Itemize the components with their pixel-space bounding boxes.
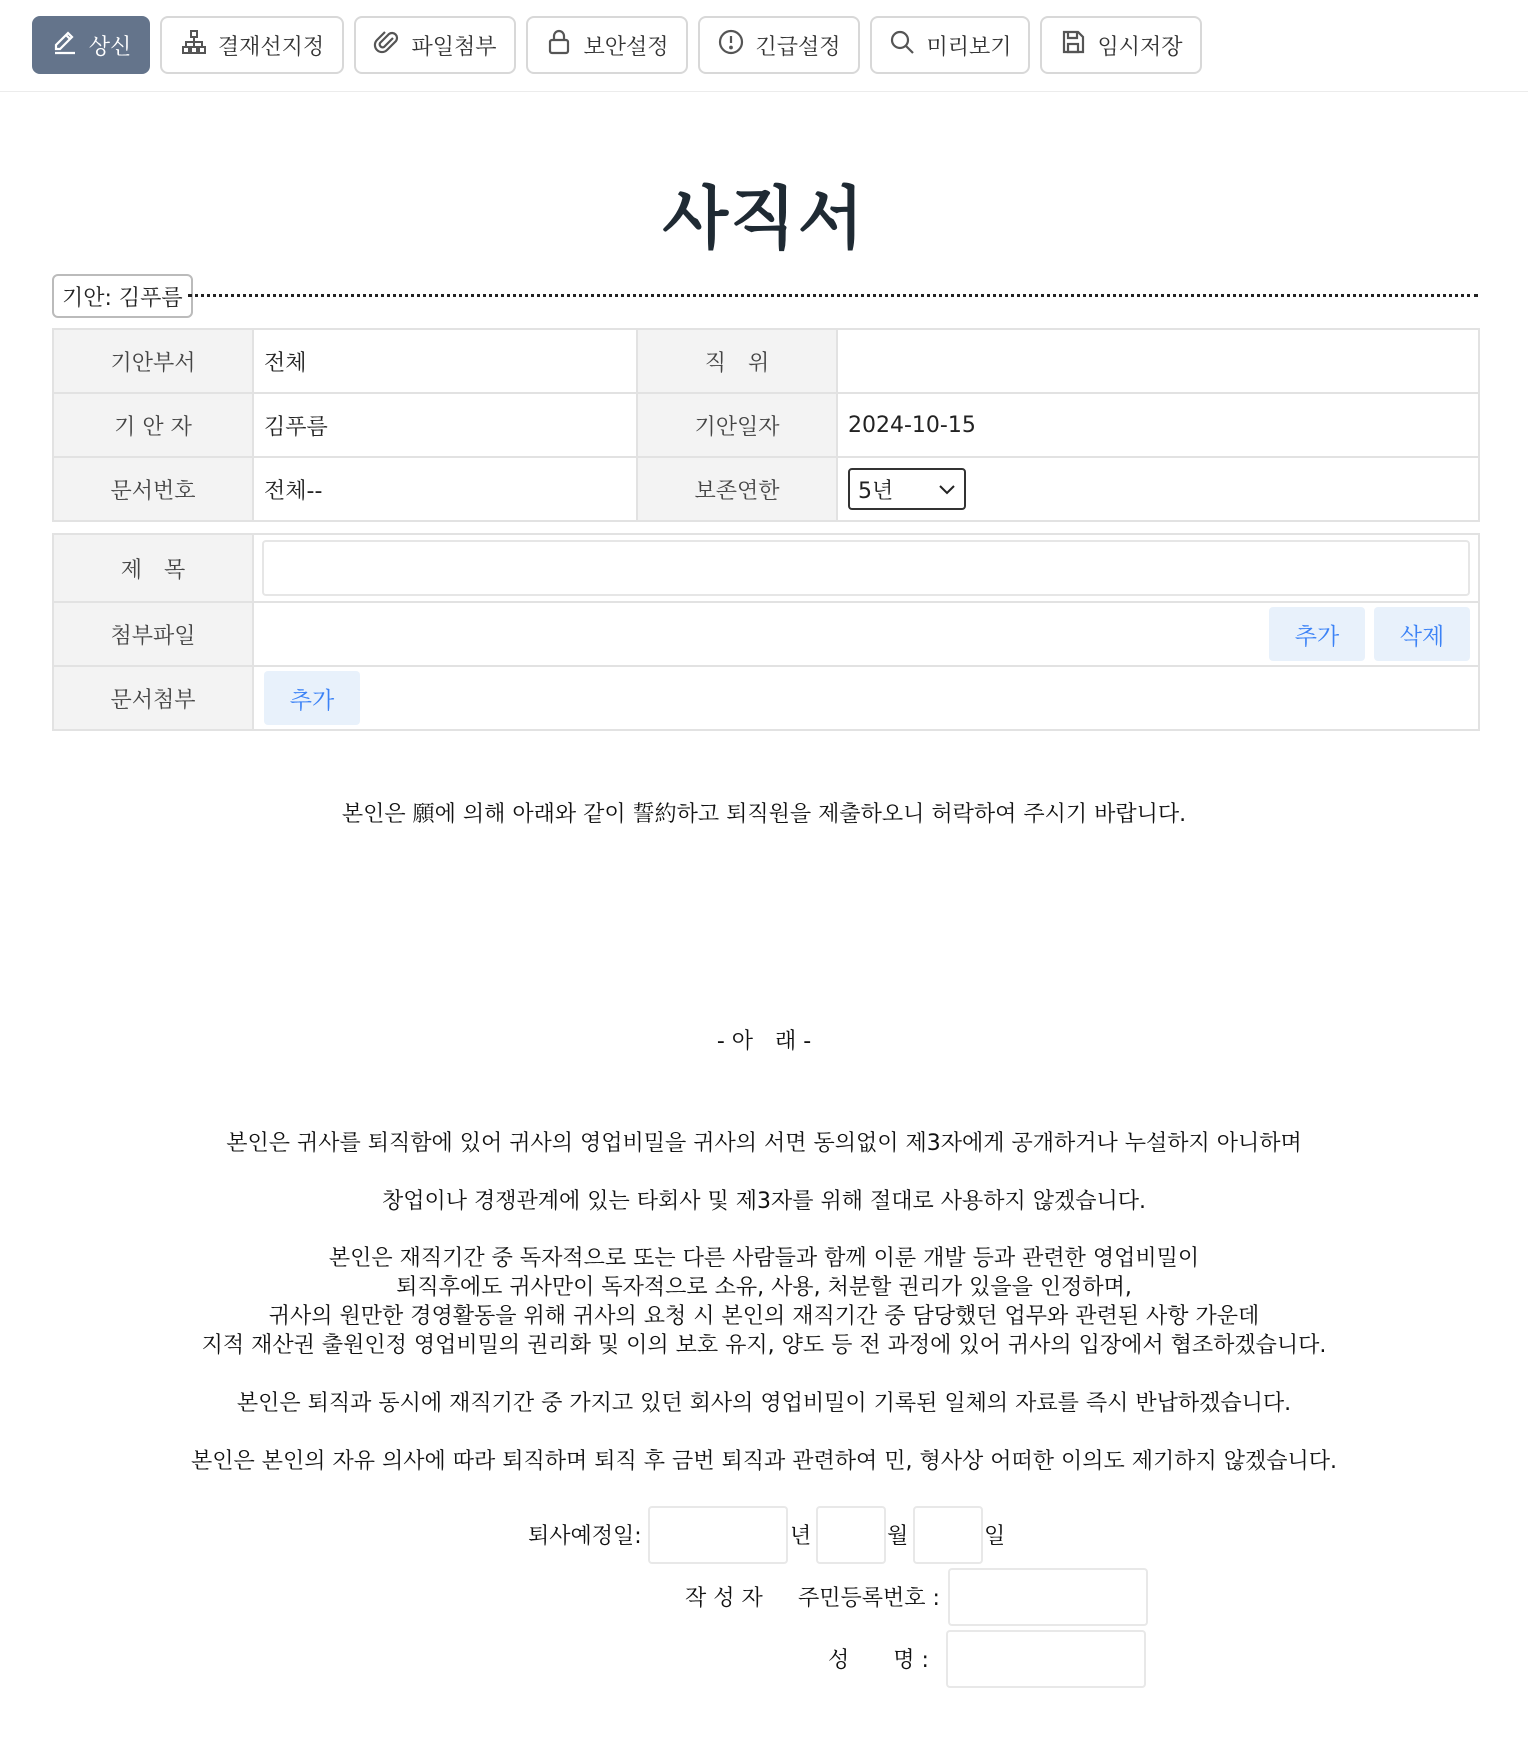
- attach-file-label: 파일첨부: [411, 34, 497, 60]
- table-row: [53, 457, 1479, 521]
- resign-month-input[interactable]: [816, 1506, 886, 1564]
- retention-cell: [837, 457, 1479, 521]
- toolbar: [0, 0, 1528, 92]
- attachment-cell: [253, 602, 1479, 666]
- alert-circle-icon: [717, 28, 745, 62]
- doc-no-value: 전체--: [253, 457, 637, 521]
- urgent-label: 긴급설정: [755, 34, 841, 60]
- para2-line4: 지적 재산권 출원인정 영업비밀의 권리화 및 이의 보호 유지, 양도 등 전 과정에 있어 귀사의 입장에서 협조하겠습니다.: [201, 1333, 1327, 1358]
- para1-line2: 창업이나 경쟁관계에 있는 타회사 및 제3자를 위해 절대로 사용하지 않겠습니다.: [382, 1189, 1146, 1214]
- drafter-label: 기 안 자: [53, 393, 253, 457]
- retention-selected: 5년: [858, 478, 894, 504]
- writer-label: 작 성 자: [685, 1586, 763, 1611]
- para2-line1: 본인은 재직기간 중 독자적으로 또는 다른 사람들과 함께 이룬 개발 등과 관련한 영업비밀이: [328, 1246, 1200, 1271]
- document-title: 사직서: [662, 180, 866, 259]
- doc-no-label: 문서번호: [53, 457, 253, 521]
- table-row: [53, 602, 1479, 666]
- subject-label: 제 목: [53, 534, 253, 602]
- rrn-label: 주민등록번호 :: [798, 1586, 940, 1611]
- para2-line2: 퇴직후에도 귀사만이 독자적으로 소유, 사용, 처분할 권리가 있을을 인정하며,: [396, 1275, 1132, 1300]
- attachment-add-button[interactable]: 추가: [1269, 607, 1365, 661]
- dept-value: 전체: [253, 329, 637, 393]
- table-row: [53, 666, 1479, 730]
- temp-save-button[interactable]: [1040, 16, 1202, 74]
- subject-input[interactable]: [262, 540, 1470, 596]
- year-label: 년: [790, 1524, 812, 1549]
- attachment-label: 첨부파일: [53, 602, 253, 666]
- name-input[interactable]: [946, 1630, 1146, 1688]
- approval-line-label: 결재선지정: [217, 34, 325, 60]
- approval-line-button[interactable]: [160, 16, 344, 74]
- rrn-input[interactable]: [948, 1568, 1148, 1626]
- table-row: [53, 329, 1479, 393]
- drafter-value: 김푸름: [253, 393, 637, 457]
- submit-button[interactable]: [32, 16, 150, 74]
- temp-save-label: 임시저장: [1097, 34, 1183, 60]
- preview-button[interactable]: [870, 16, 1030, 74]
- drafter-badge: 기안: 김푸름: [52, 274, 193, 318]
- resign-year-input[interactable]: [648, 1506, 788, 1564]
- retention-select[interactable]: [848, 468, 966, 510]
- name-label: 성 명 :: [828, 1648, 929, 1673]
- preview-label: 미리보기: [926, 34, 1012, 60]
- doc-attach-cell: [253, 666, 1479, 730]
- draft-date-value: 2024-10-15: [837, 393, 1479, 457]
- para2-line3: 귀사의 원만한 경영활동을 위해 귀사의 요청 시 본인의 재직기간 중 담당했던 업무와 관련된 사항 가운데: [268, 1304, 1260, 1329]
- retention-label: 보존연한: [637, 457, 837, 521]
- search-icon: [888, 28, 916, 62]
- para4-text: 본인은 본인의 자유 의사에 따라 퇴직하며 퇴직 후 금번 퇴직과 관련하여 민, 형사상 어떠한 이의도 제기하지 않겠습니다.: [191, 1449, 1337, 1474]
- day-label: 일: [984, 1524, 1006, 1549]
- chevron-down-icon: [938, 477, 956, 502]
- table-row: [53, 393, 1479, 457]
- position-label: 직 위: [637, 329, 837, 393]
- subject-cell: [253, 534, 1479, 602]
- org-chart-icon: [180, 28, 208, 62]
- attachment-delete-button[interactable]: 삭제: [1374, 607, 1470, 661]
- dotted-divider: [188, 294, 1478, 297]
- urgent-button[interactable]: [698, 16, 860, 74]
- attach-file-button[interactable]: [354, 16, 516, 74]
- resign-date-label: 퇴사예정일:: [528, 1524, 642, 1549]
- dept-label: 기안부서: [53, 329, 253, 393]
- para3-text: 본인은 퇴직과 동시에 재직기간 중 가지고 있던 회사의 영업비밀이 기록된 일체의 자료를 즉시 반납하겠습니다.: [236, 1391, 1292, 1416]
- security-label: 보안설정: [583, 34, 669, 60]
- floppy-disk-icon: [1059, 28, 1087, 62]
- resign-day-input[interactable]: [913, 1506, 983, 1564]
- doc-attach-add-button[interactable]: 추가: [264, 671, 360, 725]
- pencil-icon: [51, 28, 79, 62]
- below-heading: - 아 래 -: [716, 1029, 812, 1054]
- lock-icon: [545, 28, 573, 62]
- doc-attach-label: 문서첨부: [53, 666, 253, 730]
- paperclip-icon: [373, 28, 401, 62]
- table-row: [53, 534, 1479, 602]
- submit-label: 상신: [88, 34, 132, 60]
- month-label: 월: [887, 1524, 909, 1549]
- position-value: [837, 329, 1479, 393]
- para1-line1: 본인은 귀사를 퇴직함에 있어 귀사의 영업비밀을 귀사의 서면 동의없이 제3자에게 공개하거나 누설하지 아니하며: [226, 1131, 1302, 1156]
- intro-text: 본인은 願에 의해 아래와 같이 誓約하고 퇴직원을 제출하오니 허락하여 주시기 바랍니다.: [341, 802, 1187, 827]
- draft-date-label: 기안일자: [637, 393, 837, 457]
- form-table: [52, 533, 1480, 731]
- info-table: [52, 328, 1480, 522]
- security-button[interactable]: [526, 16, 688, 74]
